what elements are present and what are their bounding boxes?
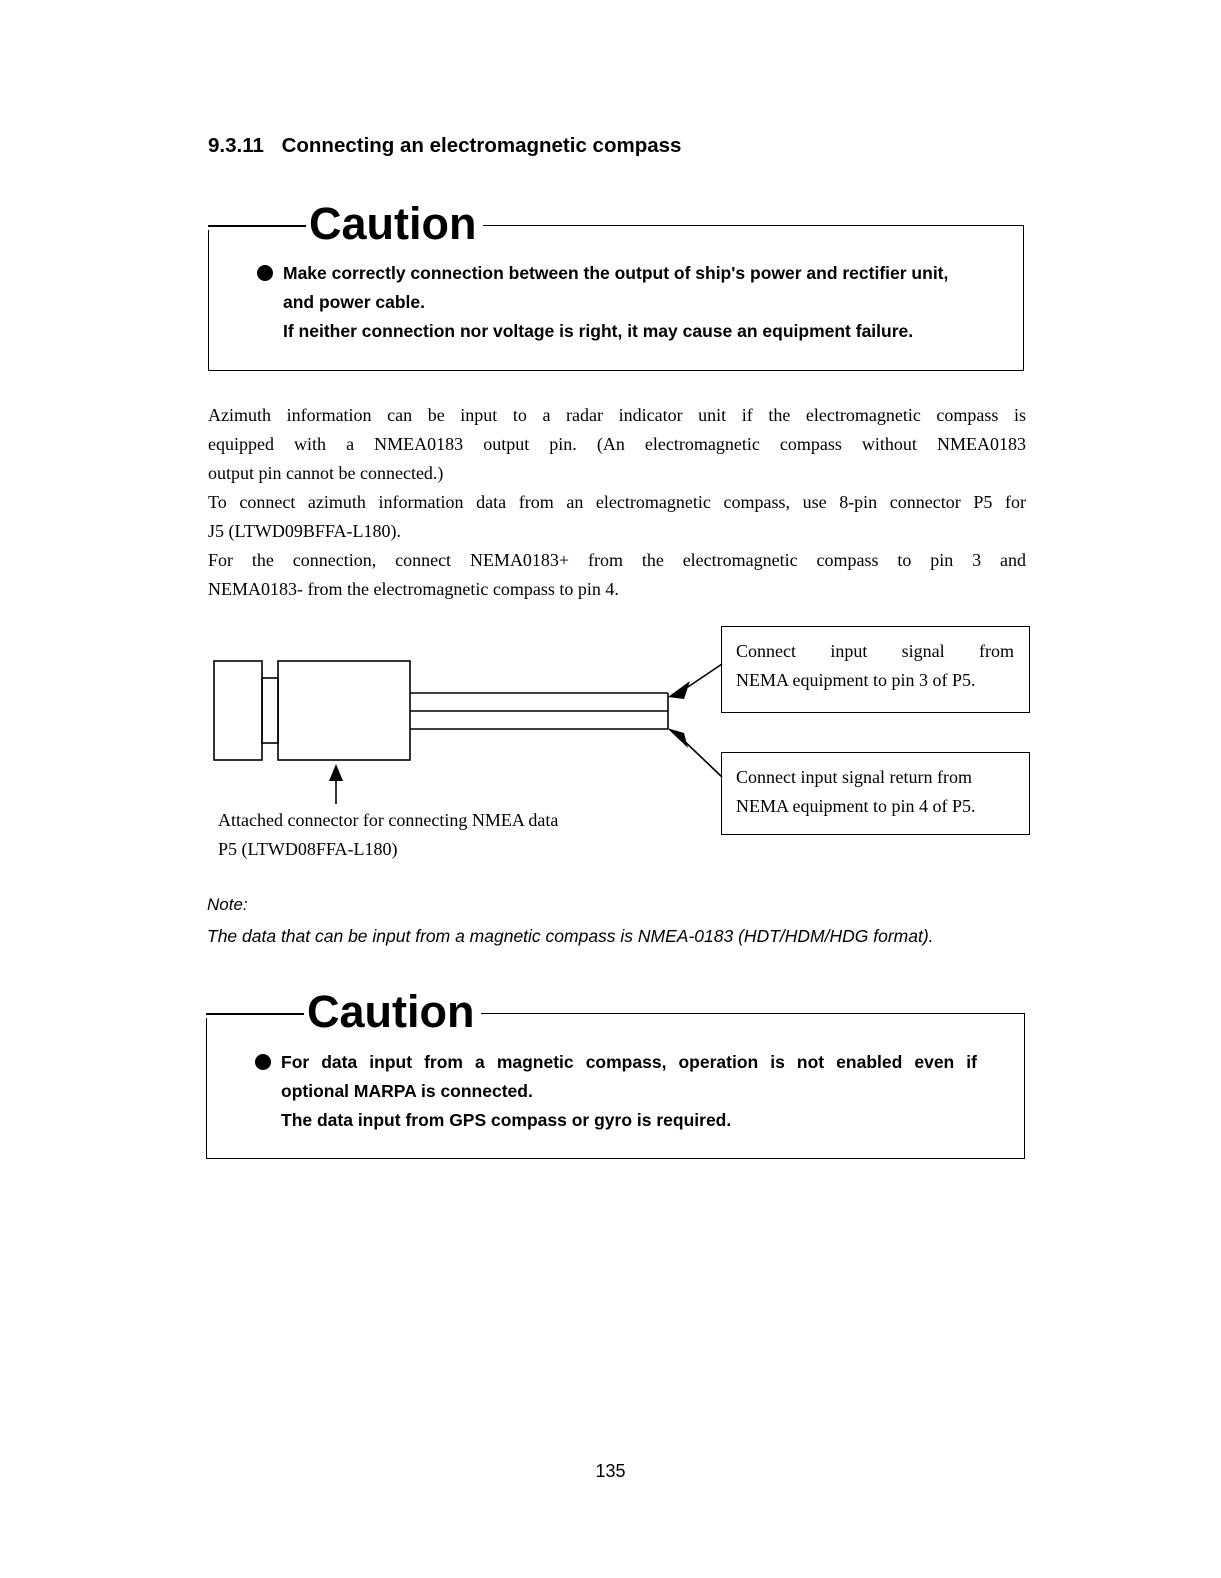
note-text: The data that can be input from a magnetic compass is NMEA-0183 (HDT/HDM/HDG format).: [207, 926, 934, 946]
paragraph-connection: For the connection, connect NEMA0183+ from the electromagnetic compass to pin 3 and NEMA0183- from the electromagnetic compass to pin 4.: [208, 550, 1026, 599]
caution-title-1: Caution: [304, 199, 483, 249]
connector-plug: [214, 661, 262, 760]
caution-title-2: Caution: [302, 987, 481, 1037]
section-title: Connecting an electromagnetic compass: [281, 134, 682, 157]
note-label: Note:: [207, 895, 248, 914]
connector-caption: Attached connector for connecting NMEA data P5 (LTWD08FFA-L180): [218, 810, 559, 859]
paragraph-azimuth: Azimuth information can be input to a radar indicator unit if the electromagnetic compass is equipped with a NMEA0183 output pin. (An electromagnetic compass without NMEA0183 output pin cannot be connected.): [208, 405, 1026, 483]
up-arrow-icon: [329, 764, 343, 781]
section-number: 9.3.11: [208, 134, 264, 157]
paragraph-connector: To connect azimuth information data from an electromagnetic compass, use 8-pin connector P5 for J5 (LTWD09BFFA-L180).: [208, 492, 1026, 541]
page-number: 135: [595, 1461, 626, 1481]
connector-neck: [262, 678, 278, 743]
arrow-icon: [667, 728, 688, 748]
connector-housing: [278, 661, 410, 760]
arrow-icon: [668, 681, 690, 699]
caution-2-message: For data input from a magnetic compass, operation is not enabled even if optional MARPA is connected. The data input from GPS compass or gyro is required.: [281, 1048, 977, 1135]
bullet-icon: [255, 1054, 271, 1070]
callout-pin3: Connect input signal from NEMA equipment to pin 3 of P5.: [721, 626, 1030, 713]
callout-pin4: Connect input signal return from NEMA equipment to pin 4 of P5.: [721, 752, 1030, 835]
caution-1-message: Make correctly connection between the output of ship's power and rectifier unit, and power cable. If neither connection nor voltage is right, it may cause an equipment failure.: [283, 259, 948, 346]
